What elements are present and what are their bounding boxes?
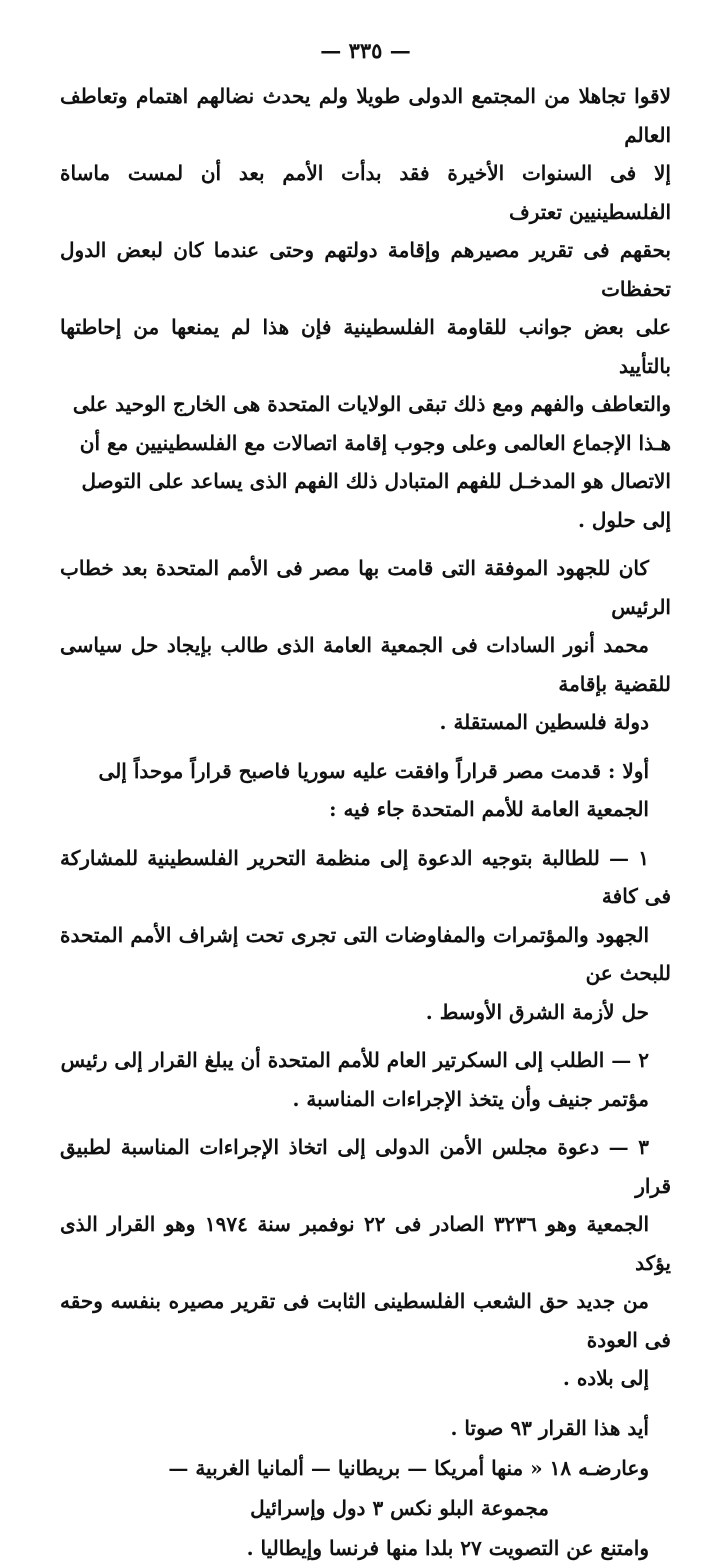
text-line: ٣ — دعوة مجلس الأمن الدولى إلى اتخاذ الإجراءات المناسبة لطبيق قرار [60, 1135, 671, 1198]
text-line: مؤتمر جنيف وأن يتخذ الإجراءات المناسبة . [292, 1086, 649, 1111]
text-line: ١ — للطالبة بتوجيه الدعوة إلى منظمة التحرير الفلسطينية للمشاركة فى كافة [60, 845, 671, 908]
text-line: إلا فى السنوات الأخيرة فقد بدأت الأمم بعد أن لمست ماساة الفلسطينيين تعترف [60, 161, 671, 224]
text-line: لاقوا تجاهلا من المجتمع الدولى طويلا ولم يحدث نضالهم اهتمام وتعاطف العالم [60, 84, 671, 147]
text-line: الجمعية العامة للأمم المتحدة جاء فيه : [329, 797, 649, 821]
paragraph-egypt-efforts [60, 549, 671, 742]
text-line: على بعض جوانب للقاومة الفلسطينية فإن هذا لم يمنعها من إحاطتها بالتأييد [60, 315, 671, 378]
text-line: بحقهم فى تقرير مصيرهم وإقامة دولتهم وحتى عندما كان لبعض الدول تحفظات [60, 238, 671, 301]
text-line: كان للجهود الموفقة التى قامت بها مصر فى الأمم المتحدة بعد خطاب الرئيس [60, 556, 671, 619]
text-line: والتعاطف والفهم ومع ذلك تبقى الولايات المتحدة هى الخارج الوحيد على [72, 392, 671, 416]
votes-against-continued: مجموعة البلو نكس ٣ دول وإسرائيل [250, 1495, 549, 1520]
text-line: هـذا الإجماع العالمى وعلى وجوب إقامة اتصالات مع الفلسطينيين مع أن [79, 430, 671, 455]
text-line: من جديد حق الشعب الفلسطينى الثابت فى تقرير مصيره بنفسه وحقه فى العودة [60, 1289, 671, 1352]
text-line: أولا : قدمت مصر قراراً وافقت عليه سوريا فاصبح قراراً موحداً إلى [98, 758, 649, 783]
text-line: دولة فلسطين المستقلة . [439, 710, 649, 734]
text-line: إلى حلول . [577, 507, 671, 532]
text-line: الجهود والمؤتمرات والمفاوضات التى تجرى تحت إشراف الأمم المتحدة للبحث عن [60, 922, 671, 985]
document-body [60, 77, 671, 1568]
page-number: — ٣٣٥ — [320, 38, 411, 63]
votes-for: أيد هذا القرار ٩٣ صوتا . [450, 1415, 649, 1440]
votes-abstain: وامتنع عن التصويت ٢٧ بلدا منها فرنسا وإيطاليا . [246, 1535, 649, 1560]
text-line: الاتصال هو المدخـل للفهم المتبادل ذلك الفهم الذى يساعد على التوصل [81, 469, 671, 493]
votes-against: وعارضـه ١٨ « منها أمريكا — بريطانيا — ألمانيا الغربية — [168, 1455, 649, 1480]
paragraph-first-resolution [60, 752, 671, 829]
text-line: إلى بلاده . [562, 1366, 649, 1390]
vote-results [60, 1408, 671, 1568]
text-line: الجمعية وهو ٣٢٣٦ الصادر فى ٢٢ نوفمبر سنة ١٩٧٤ وهو القرار الذى يؤكد [60, 1212, 671, 1275]
resolution-item-2 [60, 1041, 671, 1118]
text-line: ٢ — الطلب إلى السكرتير العام للأمم المتحدة أن يبلغ القرار إلى رئيس [60, 1048, 649, 1072]
resolution-item-1 [60, 839, 671, 1032]
text-line: حل لأزمة الشرق الأوسط . [425, 999, 649, 1024]
resolution-item-3 [60, 1128, 671, 1398]
text-line: محمد أنور السادات فى الجمعية العامة الذى طالب بإيجاد حل سياسى للقضية بإقامة [60, 633, 671, 696]
paragraph-intro [60, 77, 671, 539]
